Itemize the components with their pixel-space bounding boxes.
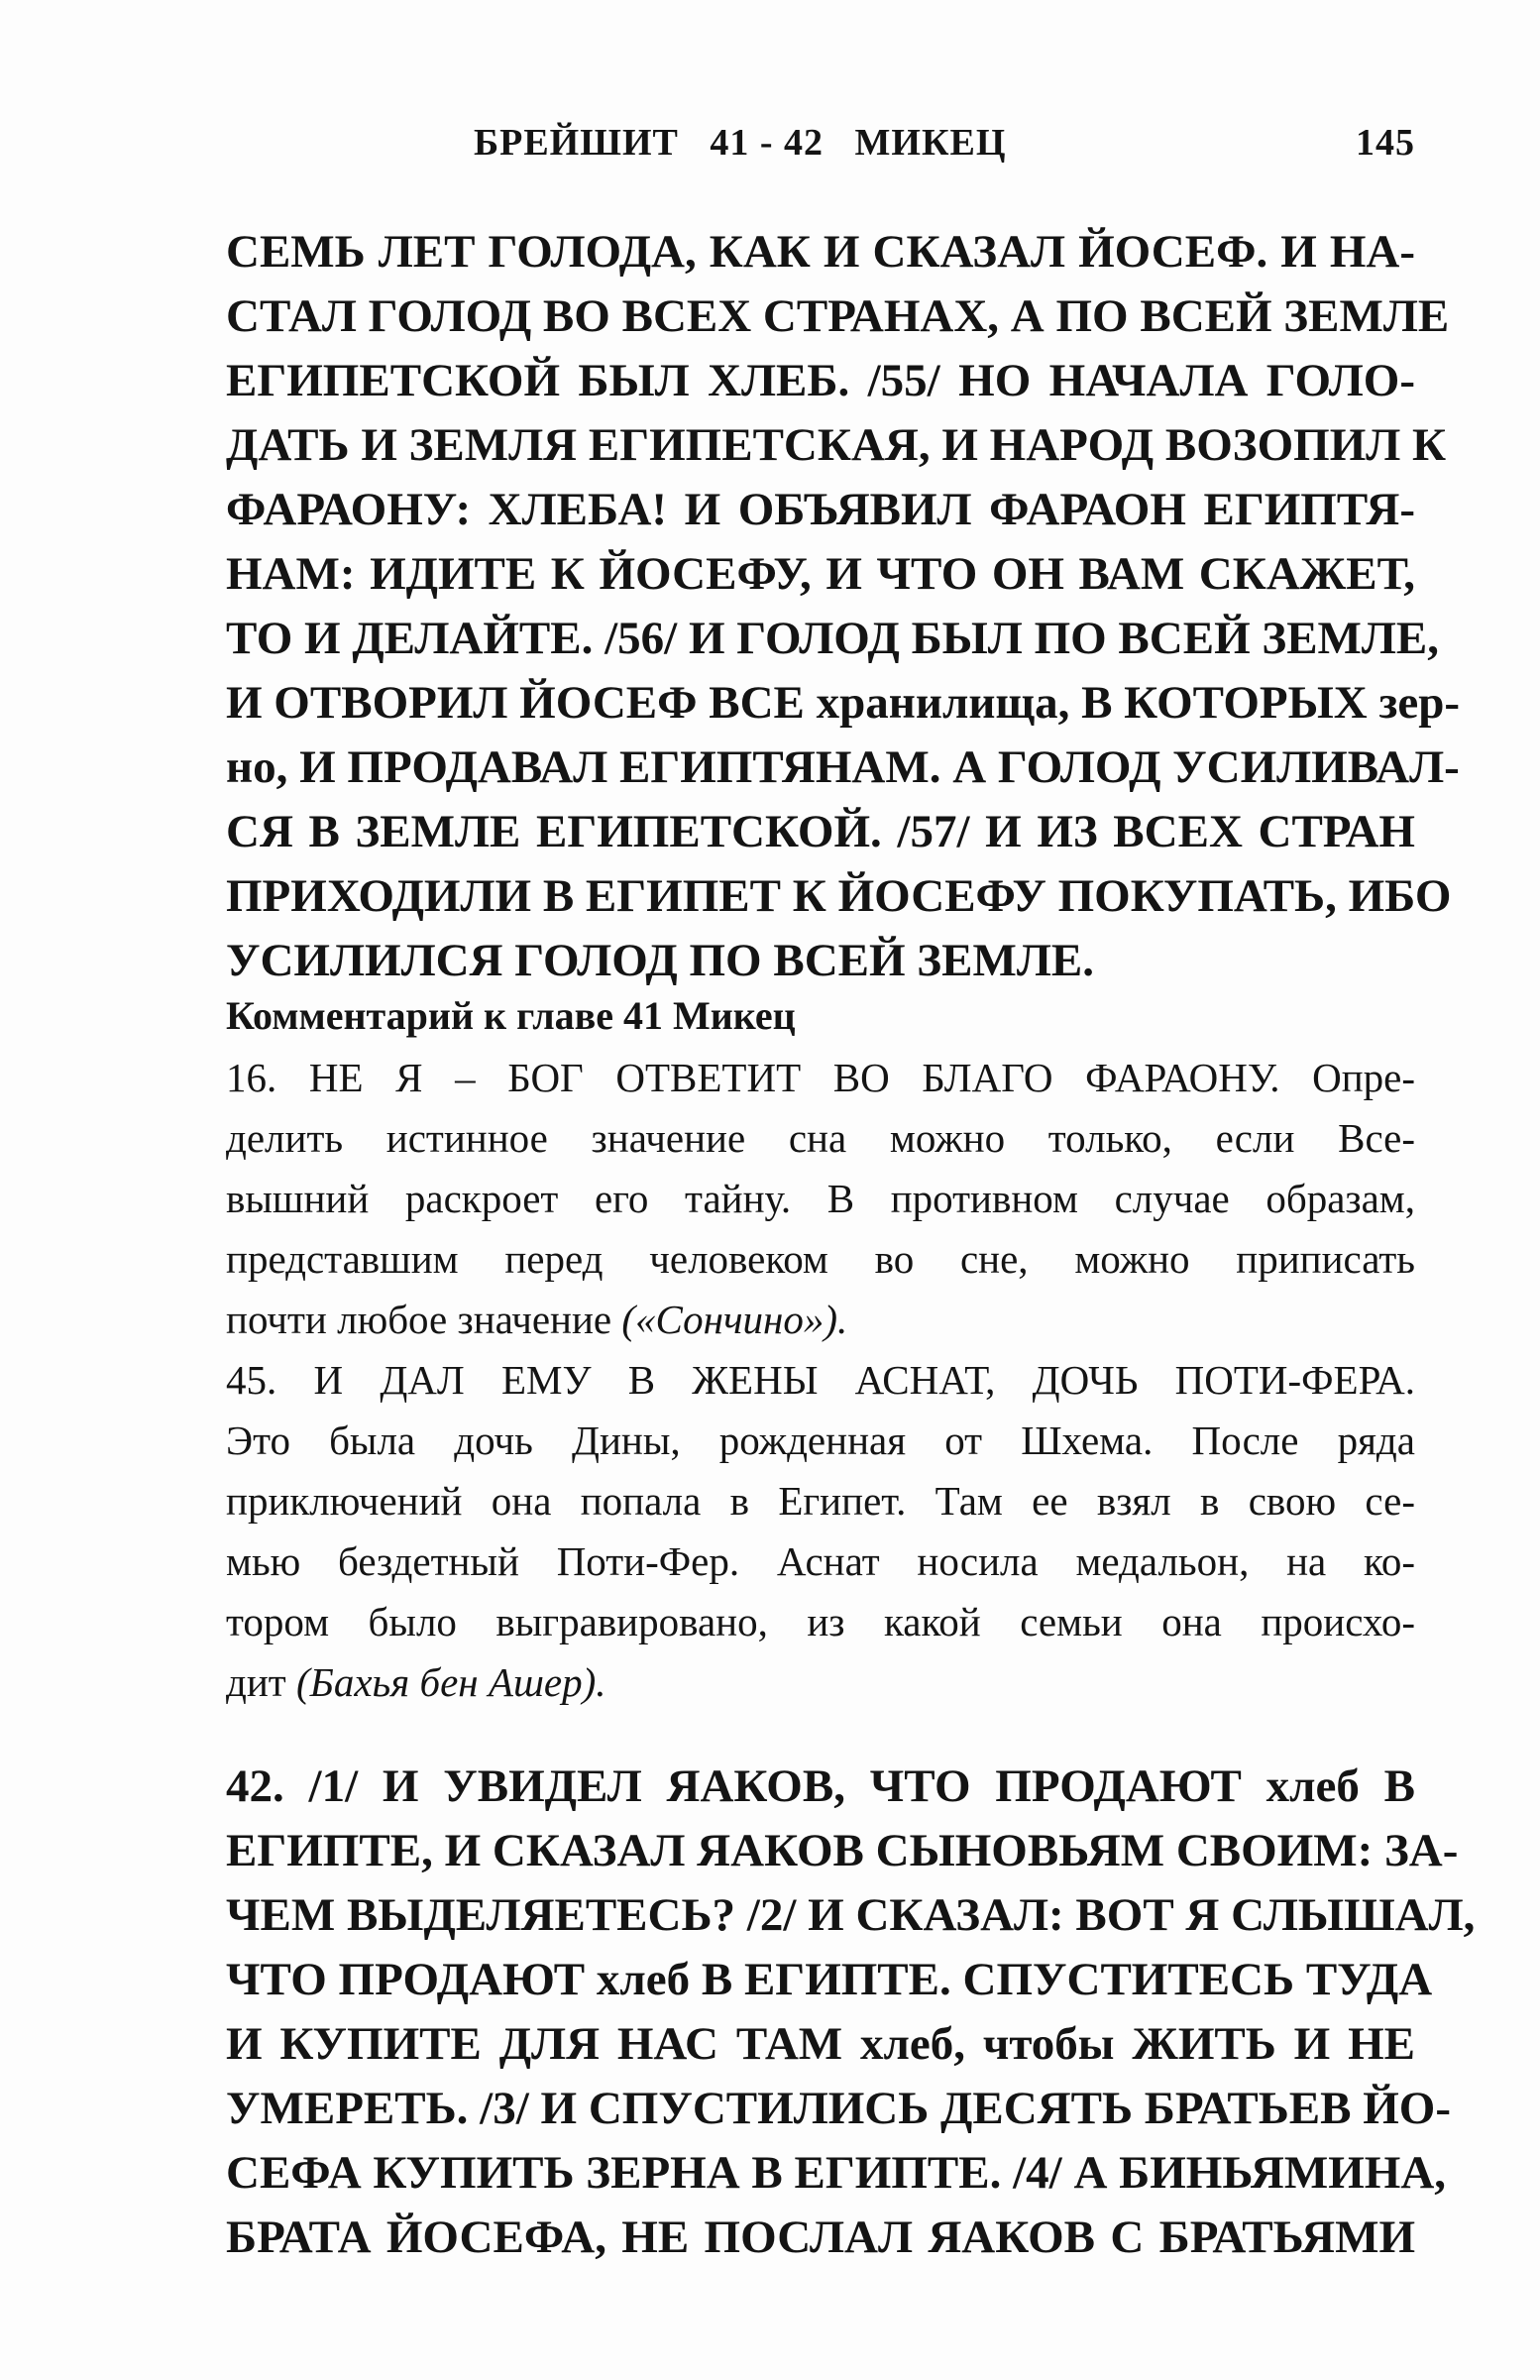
commentary-line: тором было выгравировано, из какой семьи она происхо- [226, 1599, 1415, 1644]
verse-line: УМЕРЕТЬ. /3/ И СПУСТИЛИСЬ ДЕСЯТЬ БРАТЬЕВ ЙО- [226, 2083, 1451, 2134]
commentary-line: Это была дочь Дины, рожденная от Шхема. После ряда [226, 1417, 1415, 1463]
verse-line: ЧЕМ ВЫДЕЛЯЕТЕСЬ? /2/ И СКАЗАЛ: ВОТ Я СЛЫШАЛ, [226, 1889, 1476, 1941]
verse-line: ПРИХОДИЛИ В ЕГИПЕТ К ЙОСЕФУ ПОКУПАТЬ, ИБО [226, 870, 1452, 922]
commentary-text: дит [226, 1659, 296, 1705]
source-citation: (Бахья бен Ашер). [295, 1659, 606, 1705]
commentary-note-16 [226, 1048, 1415, 1350]
verse-line: ЧТО ПРОДАЮТ хлеб В ЕГИПТЕ. СПУСТИТЕСЬ ТУДА [226, 1954, 1433, 2005]
commentary-line: вышний раскроет его тайну. В противном случае образам, [226, 1176, 1415, 1221]
verse-line: СТАЛ ГОЛОД ВО ВСЕХ СТРАНАХ, А ПО ВСЕЙ ЗЕМЛЕ [226, 290, 1450, 342]
commentary-line: приключений она попала в Египет. Там ее взял в свою се- [226, 1478, 1415, 1524]
commentary-line-last [226, 1290, 1415, 1350]
verse-line: ТО И ДЕЛАЙТЕ. /56/ И ГОЛОД БЫЛ ПО ВСЕЙ ЗЕМЛЕ, [226, 613, 1440, 664]
verse-block-42-1-4 [226, 1755, 1476, 2270]
page-number: 145 [1356, 122, 1415, 164]
verse-block-41-54-57 [226, 220, 1461, 993]
verse-line: ЕГИПЕТСКОЙ БЫЛ ХЛЕБ. /55/ НО НАЧАЛА ГОЛО- [226, 355, 1415, 406]
commentary-note-45 [226, 1350, 1415, 1713]
verse-line: ФАРАОНУ: ХЛЕБА! И ОБЪЯВИЛ ФАРАОН ЕГИПТЯ- [226, 484, 1415, 535]
commentary-line: 45. И ДАЛ ЕМУ В ЖЕНЫ АСНАТ, ДОЧЬ ПОТИ-ФЕРА. [226, 1357, 1415, 1403]
verse-line: ЕГИПТЕ, И СКАЗАЛ ЯАКОВ СЫНОВЬЯМ СВОИМ: ЗА- [226, 1825, 1459, 1876]
commentary-line: делить истинное значение сна можно только, если Все- [226, 1115, 1415, 1161]
verse-line: СЯ В ЗЕМЛЕ ЕГИПЕТСКОЙ. /57/ И ИЗ ВСЕХ СТРАН [226, 806, 1415, 857]
commentary-heading: Комментарий к главе 41 Микец [226, 993, 796, 1038]
verse-line: НАМ: ИДИТЕ К ЙОСЕФУ, И ЧТО ОН ВАМ СКАЖЕТ, [226, 548, 1415, 600]
running-title: БРЕЙШИТ 41 - 42 МИКЕЦ [474, 122, 1007, 164]
commentary-line: представшим перед человеком во сне, можно приписать [226, 1236, 1415, 1282]
commentary-text: почти любое значение [226, 1297, 622, 1342]
running-head [226, 121, 1415, 170]
verse-line: УСИЛИЛСЯ ГОЛОД ПО ВСЕЙ ЗЕМЛЕ. [226, 935, 1094, 986]
commentary-line-last [226, 1652, 1415, 1713]
verse-line: СЕФА КУПИТЬ ЗЕРНА В ЕГИПТЕ. /4/ А БИНЬЯМИНА, [226, 2147, 1447, 2199]
verse-line: 42. /1/ И УВИДЕЛ ЯАКОВ, ЧТО ПРОДАЮТ хлеб В [226, 1760, 1415, 1812]
verse-line: БРАТА ЙОСЕФА, НЕ ПОСЛАЛ ЯАКОВ С БРАТЬЯМИ [226, 2211, 1415, 2263]
source-citation: («Сончино»). [621, 1297, 848, 1342]
verse-line: ДАТЬ И ЗЕМЛЯ ЕГИПЕТСКАЯ, И НАРОД ВОЗОПИЛ К [226, 419, 1447, 471]
verse-line: И ОТВОРИЛ ЙОСЕФ ВСЕ хранилища, В КОТОРЫХ зер- [226, 677, 1461, 729]
verse-line: но, И ПРОДАВАЛ ЕГИПТЯНАМ. А ГОЛОД УСИЛИВАЛ- [226, 741, 1460, 793]
verse-line: СЕМЬ ЛЕТ ГОЛОДА, КАК И СКАЗАЛ ЙОСЕФ. И НА- [226, 226, 1415, 278]
verse-line: И КУПИТЕ ДЛЯ НАС ТАМ хлеб, чтобы ЖИТЬ И НЕ [226, 2018, 1415, 2070]
commentary-line: 16. НЕ Я – БОГ ОТВЕТИТ ВО БЛАГО ФАРАОНУ. Опре- [226, 1055, 1415, 1100]
commentary-line: мью бездетный Поти-Фер. Аснат носила медальон, на ко- [226, 1538, 1415, 1584]
